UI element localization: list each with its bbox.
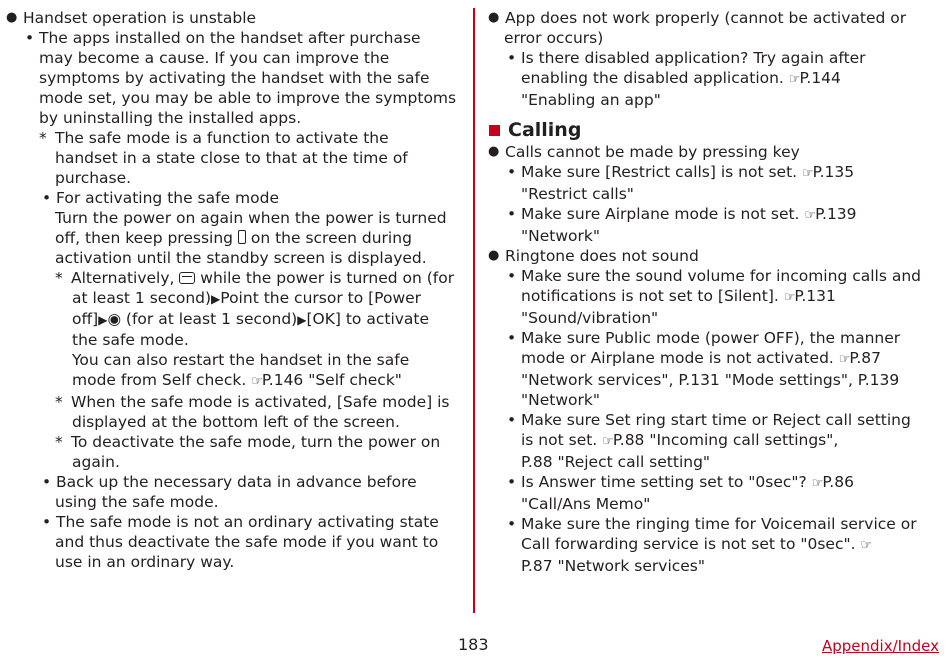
right-bottom-line-12: "Network" [521, 391, 600, 409]
right-bottom-line-10: mode or Airplane mode is not activated. ☞P.87 [521, 349, 882, 367]
left-line-3: symptoms by activating the handset with the safe [39, 69, 430, 87]
left-line-12: activation until the standby screen is displayed. [55, 249, 427, 267]
right-bottom-line-1: • Make sure [Restrict calls] is not set. ☞P.135 [504, 162, 936, 184]
left-line-24: using the safe mode. [55, 493, 219, 511]
section-heading-calling [488, 119, 936, 141]
right-bottom-line-19: Call forwarding service is not set to "0sec". ☞ [521, 535, 872, 553]
left-line-25: • The safe mode is not an ordinary activating state [39, 512, 464, 532]
left-line-14: at least 1 second)▶Point the cursor to [Power [72, 289, 422, 307]
left-line-22: again. [72, 453, 120, 471]
right-bottom-line-17: "Call/Ans Memo" [521, 495, 651, 513]
right-top-line-2: • Is there disabled application? Try again after [504, 48, 936, 68]
right-bottom-line-5: ● Ringtone does not sound [488, 246, 936, 266]
left-column [6, 8, 464, 572]
left-line-18: mode from Self check. ☞P.146 "Self check" [72, 371, 402, 389]
section-heading-text: Calling [508, 119, 582, 141]
left-line-13: * Alternatively, while the power is turned on (for [55, 268, 464, 288]
right-bottom-line-13: • Make sure Set ring start time or Reject call setting [504, 410, 936, 430]
right-top-line-3: enabling the disabled application. ☞P.144 [521, 69, 841, 87]
left-line-23: • Back up the necessary data in advance before [39, 472, 464, 492]
left-line-17: You can also restart the handset in the safe [72, 351, 410, 369]
page-number: 183 [458, 635, 489, 654]
left-line-11: off, then keep pressing on the screen during [55, 229, 412, 247]
right-bottom-line-20: P.87 "Network services" [521, 557, 706, 575]
left-line-27: use in an ordinary way. [55, 553, 235, 571]
app-troubleshooting [488, 8, 936, 110]
left-line-10: Turn the power on again when the power is turned [55, 209, 447, 227]
left-line-7: handset in a state close to that at the time of [55, 149, 408, 167]
left-line-9: • For activating the safe mode [39, 188, 464, 208]
power-key-icon [179, 272, 195, 284]
column-divider [473, 8, 475, 613]
right-column [488, 8, 936, 576]
phone-key-icon [238, 230, 246, 244]
left-line-8: purchase. [55, 169, 132, 187]
right-bottom-line-2: "Restrict calls" [521, 185, 634, 203]
right-bottom-line-11: "Network services", P.131 "Mode settings", P.139 [521, 371, 900, 389]
right-bottom-line-7: notifications is not set to [Silent]. ☞P.131 [521, 287, 836, 305]
right-bottom-line-6: • Make sure the sound volume for incoming calls and [504, 266, 936, 286]
left-line-6: * The safe mode is a function to activate the [39, 128, 464, 148]
right-bottom-line-4: "Network" [521, 227, 600, 245]
left-line-26: and thus deactivate the safe mode if you want to [55, 533, 439, 551]
right-bottom-line-0: ● Calls cannot be made by pressing key [488, 142, 936, 162]
right-bottom-line-3: • Make sure Airplane mode is not set. ☞P.139 [504, 204, 936, 226]
left-line-21: * To deactivate the safe mode, turn the power on [55, 432, 464, 452]
right-top-line-0: ● App does not work properly (cannot be activated or [488, 8, 936, 28]
left-line-20: displayed at the bottom left of the screen. [72, 413, 400, 431]
right-bottom-line-14: is not set. ☞P.88 "Incoming call settings", [521, 431, 839, 449]
left-line-2: may become a cause. If you can improve the [39, 49, 390, 67]
right-top-line-1: error occurs) [504, 29, 604, 47]
left-line-1: • The apps installed on the handset after purchase [22, 28, 464, 48]
right-bottom-line-15: P.88 "Reject call setting" [521, 453, 711, 471]
right-bottom-line-18: • Make sure the ringing time for Voicemail service or [504, 514, 936, 534]
right-top-line-4: "Enabling an app" [521, 91, 661, 109]
appendix-index-link[interactable]: Appendix/Index [822, 637, 939, 655]
right-bottom-line-16: • Is Answer time setting set to "0sec"? ☞P.86 [504, 472, 936, 494]
left-line-15: off]▶◉ (for at least 1 second)▶[OK] to activate [72, 310, 430, 328]
right-bottom-line-8: "Sound/vibration" [521, 309, 659, 327]
calling-troubleshooting [488, 142, 936, 576]
left-line-5: by uninstalling the installed apps. [39, 109, 302, 127]
left-line-19: * When the safe mode is activated, [Safe mode] is [55, 392, 464, 412]
right-bottom-line-9: • Make sure Public mode (power OFF), the manner [504, 328, 936, 348]
left-line-4: mode set, you may be able to improve the symptoms [39, 89, 457, 107]
left-line-0: ● Handset operation is unstable [6, 8, 464, 28]
left-line-16: the safe mode. [72, 331, 189, 349]
